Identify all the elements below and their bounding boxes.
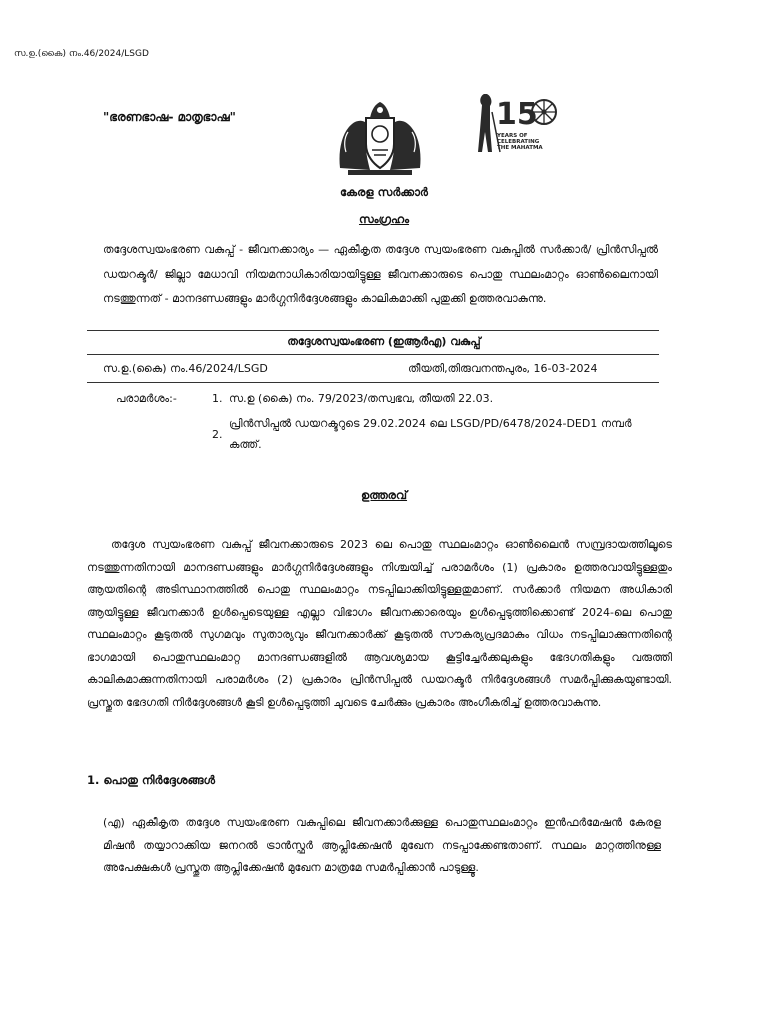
header-reference: സ.ഉ.(കൈ) നം.46/2024/LSGD: [14, 49, 149, 59]
order-number: സ.ഉ.(കൈ) നം.46/2024/LSGD: [103, 362, 268, 375]
section-paragraph-a: (എ) ഏകീകൃത തദ്ദേശ സ്വയംഭരണ വകുപ്പിലെ ജീവനക്കാർക്കുള്ള പൊതുസ്ഥലംമാറ്റം ഇൻഫർമേഷൻ കേരള മിഷൻ തയ്യാറാക്കിയ ജനറൽ ട്രാൻസ്ഫർ ആപ്ലിക്കേഷൻ മുഖേന നടപ്പാക്കേണ്ടതാണ്. സ്ഥലം മാറ്റത്തിനുള്ള അപേക്ഷകൾ പ്രസ്തുത ആപ്ലിക്കേഷൻ മുഖേന മാത്രമേ സമർപ്പിക്കാൻ പാടുള്ളൂ.: [103, 816, 661, 874]
order-body-paragraph: തദ്ദേശ സ്വയംഭരണ വകുപ്പ് ജീവനക്കാരുടെ 2023 ലെ പൊതു സ്ഥലംമാറ്റം ഓൺലൈൻ സമ്പ്രദായത്തിലൂടെ നടത്തുന്നതിനായി മാനദണ്ഡങ്ങളും മാർഗ്ഗനിർദ്ദേശങ്ങളും നിശ്ചയിച്ച് പരാമർശം (1) പ്രകാരം ഉത്തരവായിട്ടുള്ളതും ആയതിന്റെ അടിസ്ഥാനത്തിൽ പൊതു സ്ഥലംമാറ്റം നടപ്പിലാക്കിയിട്ടുള്ളതുമാണ്. സർക്കാർ നിയമന അധികാരി ആയിട്ടുള്ള ജീവനക്കാർ ഉൾപ്പെടെയുള്ള എല്ലാ വിഭാഗം ജീവനക്കാരെയും ഉൾപ്പെടുത്തിക്കൊണ്ട് 2024-ലെ പൊതു സ്ഥലംമാറ്റം കൂടുതൽ സുഗമവും സുതാര്യവും ജീവനക്കാർക്ക് കൂടുതൽ സൗകര്യപ്രദമാകും വിധം നടപ്പിലാക്കുന്നതിന്റെ ഭാഗമായി പൊതുസ്ഥലംമാറ്റ മാനദണ്ഡങ്ങളിൽ ആവശ്യമായ കൂട്ടിച്ചേർക്കലുകളും ഭേദഗതികളും വരുത്തി കാലികമാക്കുന്നതിനായി പരാമർശം (2) പ്രകാരം പ്രിൻസിപ്പൽ ഡയറക്ടർ നിർദ്ദേശങ്ങൾ സമർപ്പിക്കുകയുണ്ടായി. പ്രസ്തുത ഭേദഗതി നിർദ്ദേശങ്ങൾ കൂടി ഉൾപ്പെടുത്തി ചുവടെ ചേർക്കും പ്രകാരം അംഗീകരിച്ച് ഉത്തരവാകുന്നു.: [87, 538, 672, 709]
department-title: തദ്ദേശസ്വയംഭരണ (ഇആർഎ) വകുപ്പ്: [287, 335, 481, 348]
gandhi-logo-caption: [497, 133, 543, 151]
kerala-emblem-icon: [336, 98, 424, 180]
divider: [87, 382, 659, 383]
order-heading: ഉത്തരവ്: [360, 488, 408, 502]
language-motto: "ഭരണഭാഷ- മാതൃഭാഷ": [103, 110, 236, 124]
references-label: പരാമർശം:-: [116, 392, 177, 405]
divider: [87, 354, 659, 355]
reference-number: 2.: [212, 428, 223, 441]
reference-text: പ്രിൻസിപ്പൽ ഡയറക്ടറുടെ 29.02.2024 ലെ LSGD/PD/6478/2024-DED1 നമ്പർ കത്ത്.: [229, 417, 632, 451]
svg-text:15: 15: [496, 97, 538, 132]
gandhi-caption-line: CELEBRATING: [497, 139, 540, 145]
reference-text: സ.ഉ (കൈ) നം. 79/2023/തസ്വഭവ, തീയതി 22.03.: [229, 392, 494, 405]
government-title: കേരള സർക്കാർ: [340, 185, 428, 199]
reference-number: 1.: [212, 392, 223, 405]
gandhi-caption-line: YEARS OF: [497, 133, 528, 139]
section-heading: 1. പൊതു നിർദ്ദേശങ്ങൾ: [87, 773, 216, 787]
order-date: തീയതി,തിരുവനന്തപുരം, 16-03-2024: [408, 362, 598, 375]
divider: [87, 330, 659, 331]
gandhi-caption-line: THE MAHATMA: [497, 145, 543, 151]
subject-paragraph: തദ്ദേശസ്വയംഭരണ വകുപ്പ് - ജീവനക്കാര്യം — ഏകീകൃത തദ്ദേശ സ്വയംഭരണ വകുപ്പിൽ സർക്കാർ/ പ്രിൻസിപ്പൽ ഡയറക്ടർ/ ജില്ലാ മേധാവി നിയമനാധികാരിയായിട്ടുള്ള ജീവനക്കാരുടെ പൊതു സ്ഥലംമാറ്റം ഓൺലൈനായി നടത്തുന്നത് - മാനദണ്ഡങ്ങളും മാർഗ്ഗനിർദ്ദേശങ്ങളും കാലികമാക്കി പുതുക്കി ഉത്തരവാകുന്നു.: [103, 243, 658, 305]
summary-title: സംഗ്രഹം: [358, 212, 410, 226]
